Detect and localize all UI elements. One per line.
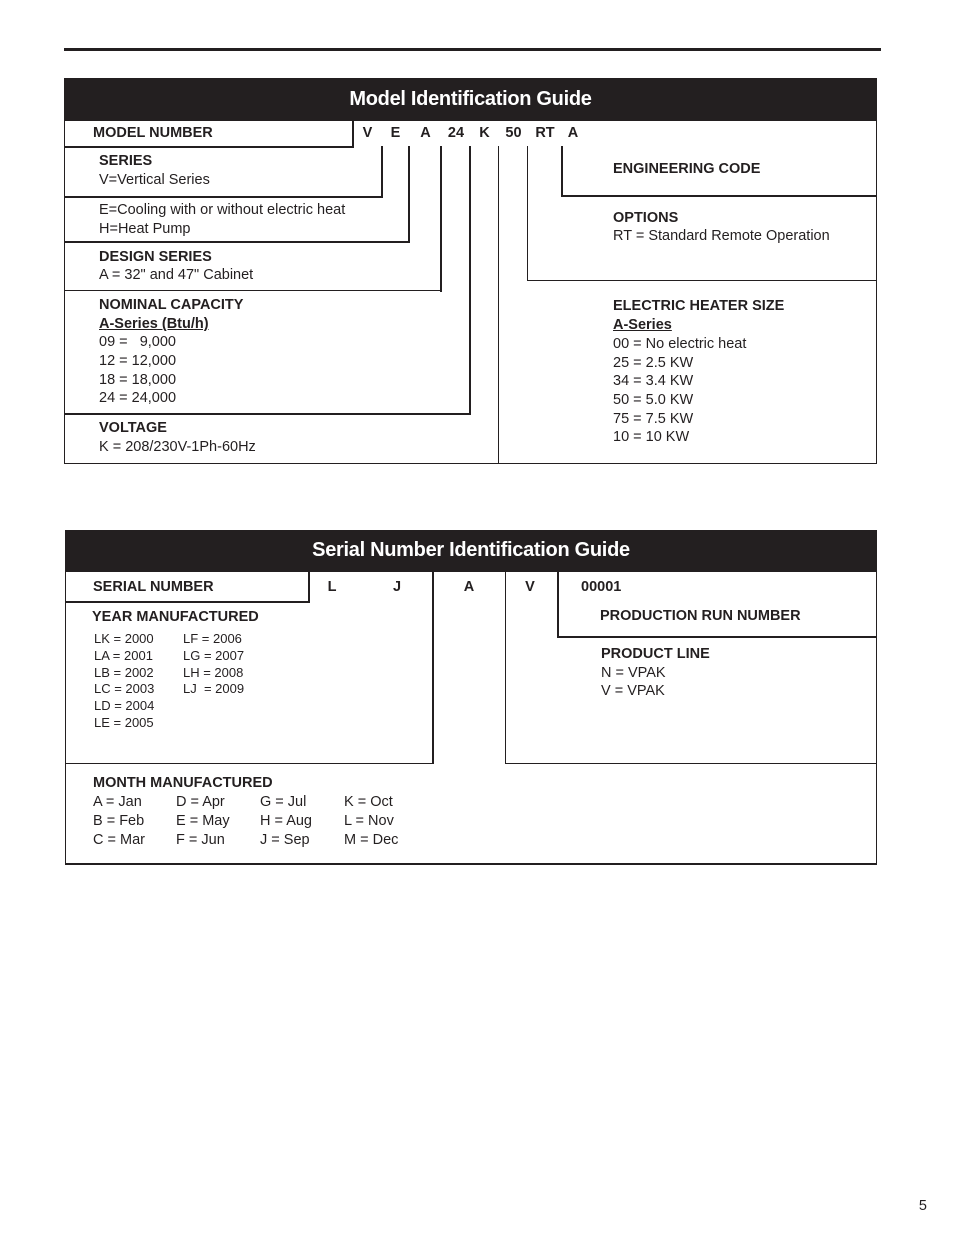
type-bracket-v xyxy=(408,146,410,243)
type-line-cooling: E=Cooling with or without electric heat xyxy=(99,202,346,218)
model-code-options: RT xyxy=(535,125,555,141)
nominal-capacity-heading: NOMINAL CAPACITY xyxy=(99,297,244,313)
serial-code-month: A xyxy=(463,579,475,595)
serial-number-label: SERIAL NUMBER xyxy=(93,579,214,595)
design-bracket-h xyxy=(64,290,442,291)
model-code-design: A xyxy=(420,125,431,141)
production-run-heading: PRODUCTION RUN NUMBER xyxy=(600,608,801,624)
page-number: 5 xyxy=(918,1198,927,1214)
year-column-1 xyxy=(94,631,154,732)
series-line: V=Vertical Series xyxy=(99,172,210,188)
type-bracket-h xyxy=(64,241,410,243)
month-column-1 xyxy=(93,793,145,849)
design-series-line: A = 32" and 47" Cabinet xyxy=(99,267,254,283)
production-run-bracket-h xyxy=(557,636,877,638)
options-heading: OPTIONS xyxy=(613,210,679,226)
month-entry: C = Mar xyxy=(93,831,145,848)
model-code-engineering: A xyxy=(567,125,579,141)
options-bracket-v xyxy=(561,146,563,197)
heater-line: 25 = 2.5 KW xyxy=(613,355,694,371)
model-number-underline xyxy=(64,146,354,148)
serial-border-bottom xyxy=(65,863,877,865)
capacity-line: 24 = 24,000 xyxy=(99,390,177,406)
series-bracket-v xyxy=(381,146,383,198)
heater-line: 50 = 5.0 KW xyxy=(613,392,694,408)
model-code-heater: 50 xyxy=(505,125,522,141)
serial-code-year1: L xyxy=(327,579,337,595)
year-entry: LC = 2003 xyxy=(94,681,155,697)
year-entry: LG = 2007 xyxy=(183,647,245,663)
heater-bracket-h xyxy=(527,280,877,281)
year-entry: LD = 2004 xyxy=(94,698,155,714)
year-entry: LB = 2002 xyxy=(94,664,154,680)
voltage-line: K = 208/230V-1Ph-60Hz xyxy=(99,439,256,455)
month-entry: F = Jun xyxy=(176,831,225,848)
year-column-2 xyxy=(183,631,244,698)
capacity-bracket-h xyxy=(64,413,471,415)
capacity-bracket-v xyxy=(469,146,471,415)
serial-code-year2: J xyxy=(392,579,402,595)
product-line-entry: V = VPAK xyxy=(601,683,665,699)
month-entry: D = Apr xyxy=(176,794,225,810)
year-entry: LK = 2000 xyxy=(94,631,154,646)
year-entry: LA = 2001 xyxy=(94,647,153,663)
capacity-line: 12 = 12,000 xyxy=(99,353,177,369)
serial-code-production-run: 00001 xyxy=(581,579,622,595)
model-guide-title: Model Identification Guide xyxy=(64,78,877,121)
serial-border-left xyxy=(65,572,66,865)
capacity-line: 09 = 9,000 xyxy=(99,334,176,350)
month-manufactured-heading: MONTH MANUFACTURED xyxy=(93,775,273,791)
month-entry: M = Dec xyxy=(344,831,399,848)
month-column-4 xyxy=(344,793,398,849)
product-line-bracket-h xyxy=(505,763,877,764)
engineering-code-heading: ENGINEERING CODE xyxy=(613,161,761,177)
options-line: RT = Standard Remote Operation xyxy=(613,228,830,244)
top-rule xyxy=(64,48,881,51)
heater-line: 34 = 3.4 KW xyxy=(613,373,694,389)
month-entry: B = Feb xyxy=(93,812,145,829)
month-entry: A = Jan xyxy=(93,794,142,810)
design-bracket-v xyxy=(440,146,442,292)
serial-code-product-line: V xyxy=(525,579,535,595)
design-series-heading: DESIGN SERIES xyxy=(99,249,212,265)
year-bracket-h xyxy=(65,763,434,764)
serial-number-divider xyxy=(308,572,310,603)
month-column-2 xyxy=(176,793,230,849)
options-bracket-h xyxy=(561,195,877,197)
voltage-bracket-v xyxy=(498,146,499,464)
type-line-heatpump: H=Heat Pump xyxy=(99,221,191,237)
model-code-type: E xyxy=(390,125,401,141)
heater-line: 00 = No electric heat xyxy=(613,336,747,352)
model-number-label: MODEL NUMBER xyxy=(93,125,213,141)
model-code-voltage: K xyxy=(479,125,490,141)
model-border-right xyxy=(876,121,877,464)
product-line-entry: N = VPAK xyxy=(601,665,666,681)
production-run-bracket-v xyxy=(557,572,559,638)
month-entry: K = Oct xyxy=(344,794,393,810)
electric-heater-subheading: A-Series xyxy=(613,317,672,333)
heater-bracket-v xyxy=(527,146,528,281)
month-entry: J = Sep xyxy=(260,831,310,848)
model-code-series: V xyxy=(362,125,373,141)
year-entry: LH = 2008 xyxy=(183,664,244,680)
model-code-capacity: 24 xyxy=(447,125,465,141)
model-border-bottom xyxy=(64,463,877,464)
model-number-divider xyxy=(352,121,354,148)
year-bracket-v xyxy=(432,572,434,764)
series-heading: SERIES xyxy=(99,153,153,169)
month-entry: G = Jul xyxy=(260,794,307,810)
year-entry: LJ = 2009 xyxy=(183,681,245,697)
year-entry: LE = 2005 xyxy=(94,714,154,730)
month-column-3 xyxy=(260,793,312,849)
capacity-line: 18 = 18,000 xyxy=(99,372,177,388)
product-line-bracket-v xyxy=(505,572,506,764)
serial-border-right xyxy=(876,572,877,865)
product-line-heading: PRODUCT LINE xyxy=(601,646,710,662)
year-entry: LF = 2006 xyxy=(183,631,242,646)
voltage-heading: VOLTAGE xyxy=(99,420,167,436)
serial-number-underline xyxy=(65,601,310,603)
year-manufactured-heading: YEAR MANUFACTURED xyxy=(92,609,259,625)
month-entry: L = Nov xyxy=(344,812,394,829)
series-bracket-h xyxy=(64,196,383,198)
heater-line: 75 = 7.5 KW xyxy=(613,411,694,427)
nominal-capacity-subheading: A-Series (Btu/h) xyxy=(99,316,209,332)
serial-guide-title: Serial Number Identification Guide xyxy=(65,530,877,572)
heater-line: 10 = 10 KW xyxy=(613,429,690,445)
electric-heater-heading: ELECTRIC HEATER SIZE xyxy=(613,298,785,314)
month-entry: E = May xyxy=(176,812,230,829)
month-entry: H = Aug xyxy=(260,812,312,829)
